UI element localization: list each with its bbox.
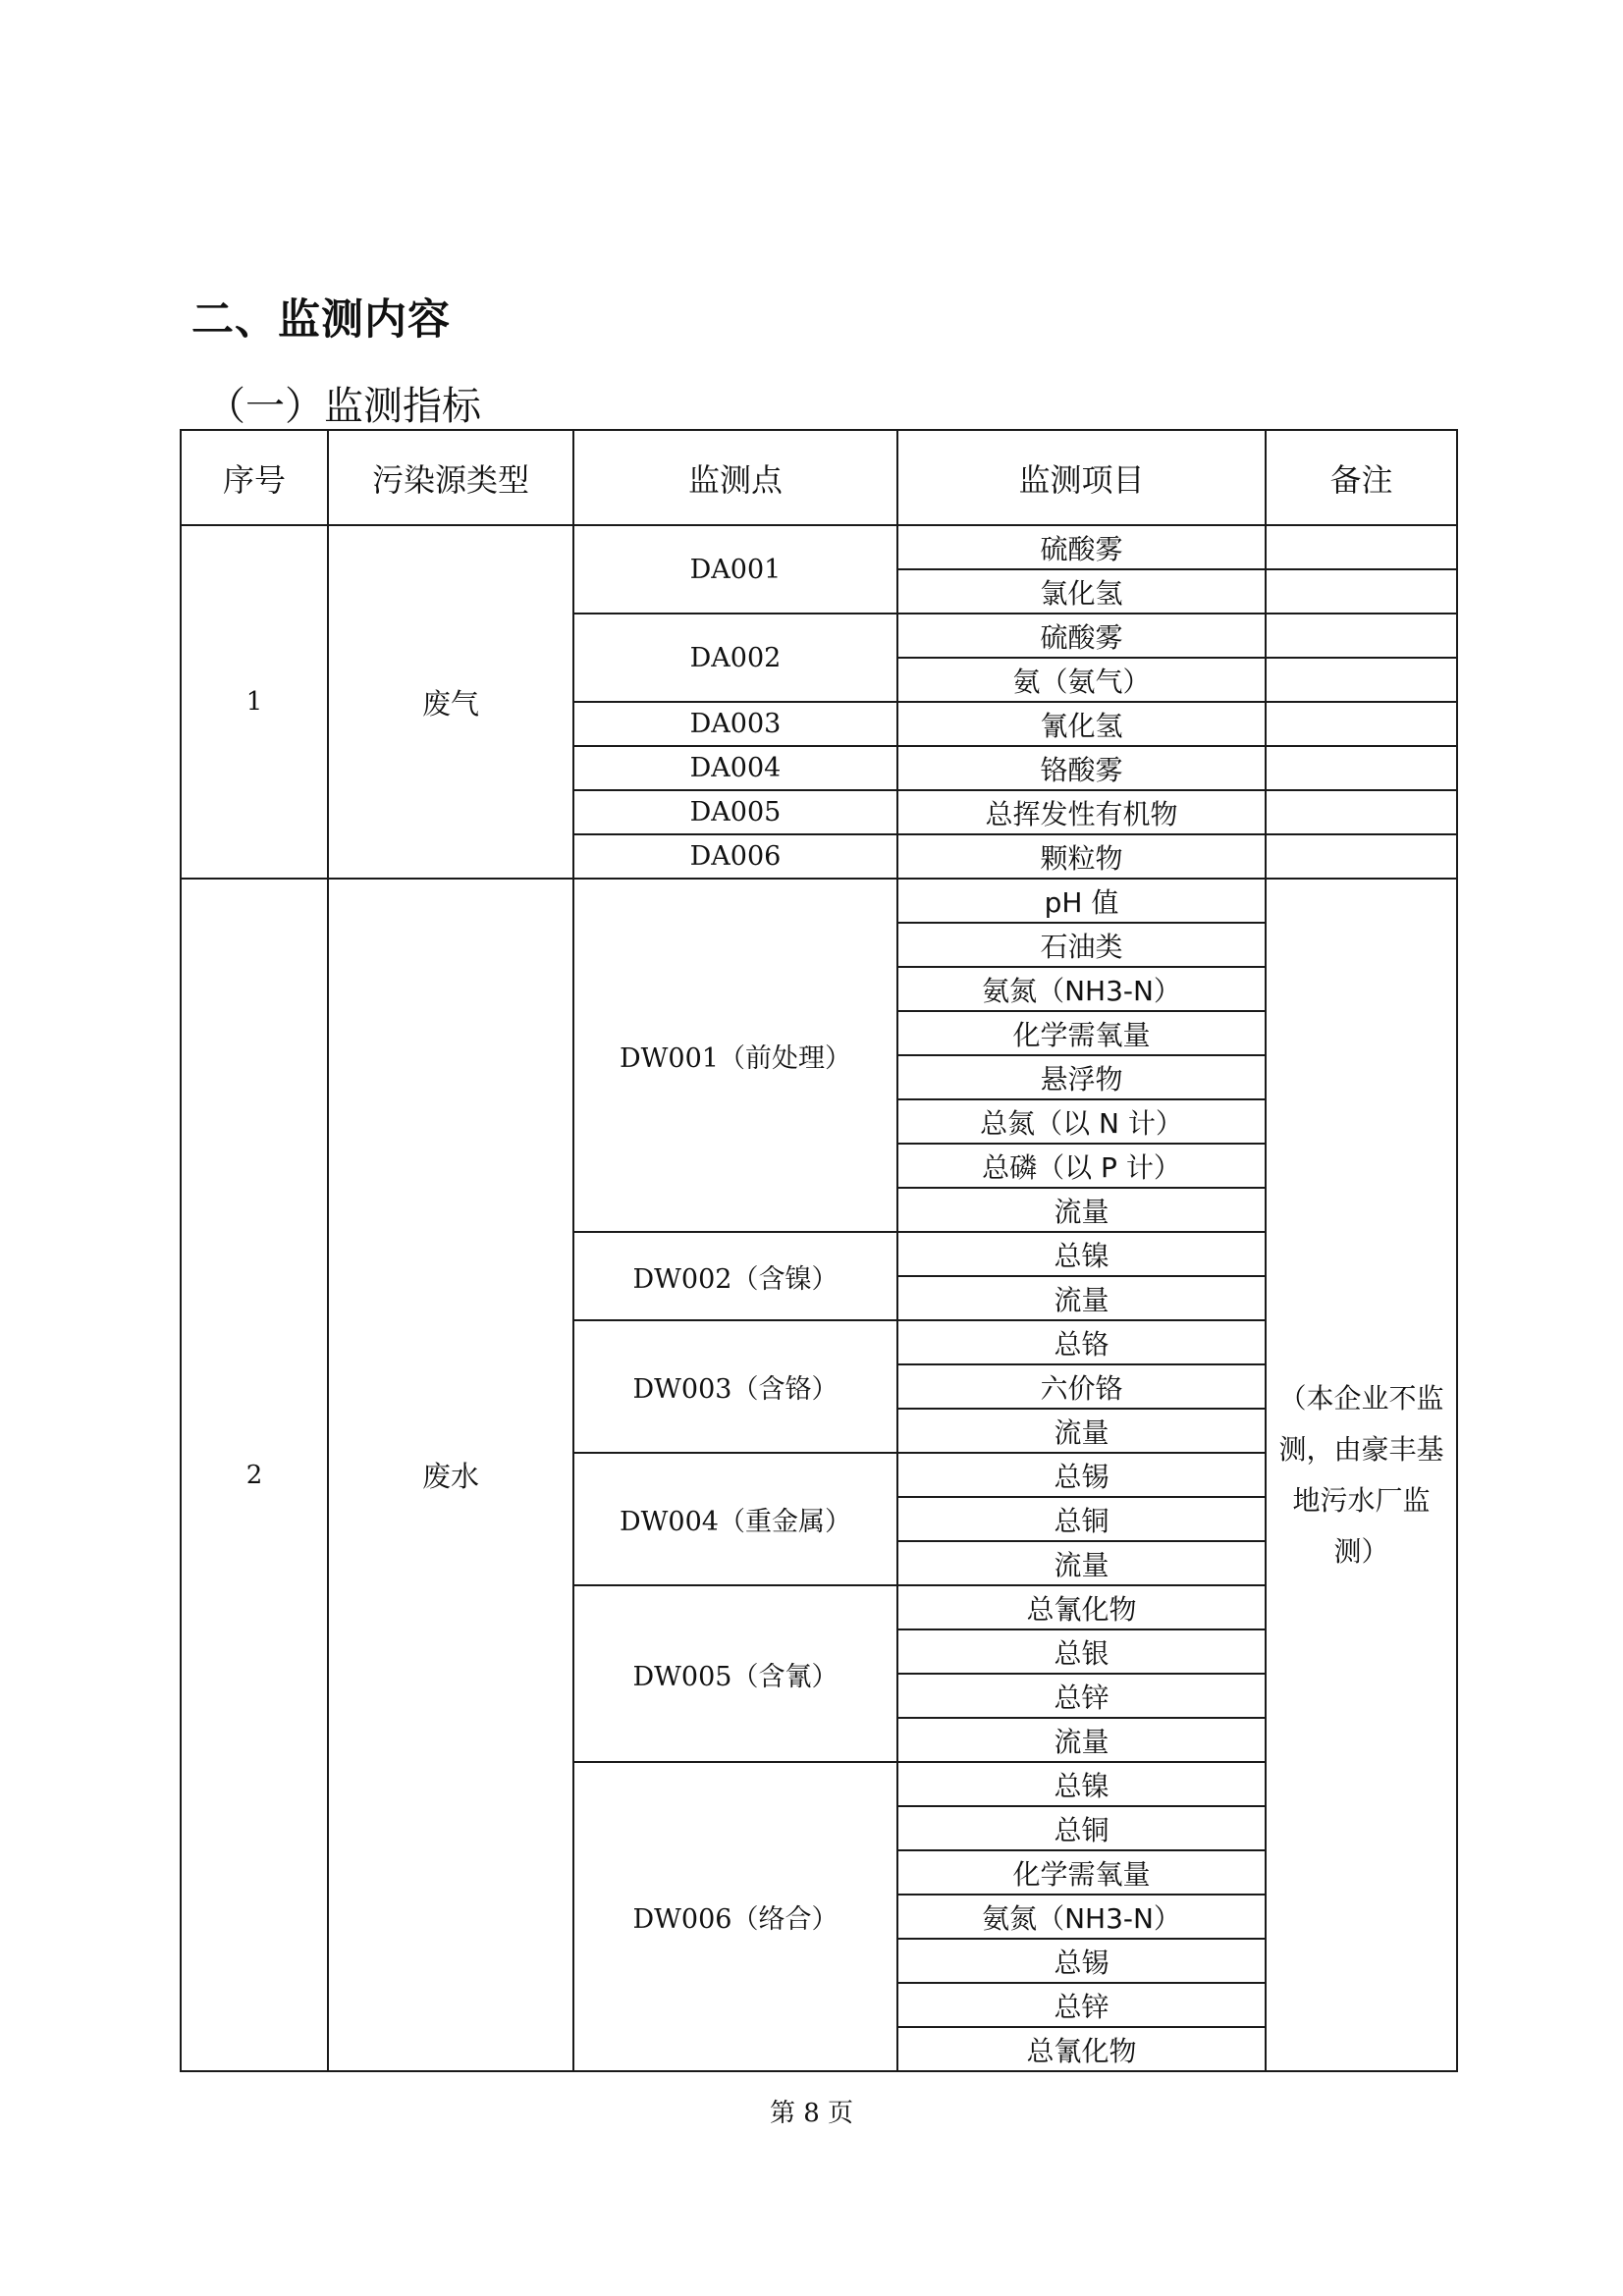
monitoring-point-cell: DW005（含氰） <box>573 1585 897 1762</box>
monitoring-point-cell: DA002 <box>573 614 897 702</box>
page-number: 第 8 页 <box>769 2099 854 2128</box>
monitoring-item-cell: 流量 <box>897 1276 1266 1320</box>
monitoring-item-cell: 流量 <box>897 1718 1266 1762</box>
monitoring-item-cell: 总镍 <box>897 1232 1266 1276</box>
remark-cell <box>1266 569 1457 614</box>
monitoring-item-cell: 氨氮（NH3-N） <box>897 967 1266 1011</box>
monitoring-point-cell: DW004（重金属） <box>573 1453 897 1585</box>
monitoring-item-cell: 颗粒物 <box>897 834 1266 879</box>
header-seq: 序号 <box>181 430 328 525</box>
remark-cell <box>1266 614 1457 658</box>
monitoring-item-cell: 总氮（以 N 计） <box>897 1099 1266 1144</box>
monitoring-point-cell: DW003（含铬） <box>573 1320 897 1453</box>
monitoring-item-cell: 总锌 <box>897 1674 1266 1718</box>
monitoring-item-cell: 硫酸雾 <box>897 614 1266 658</box>
monitoring-item-cell: 总氰化物 <box>897 1585 1266 1629</box>
remark-cell <box>1266 525 1457 569</box>
monitoring-point-cell: DA001 <box>573 525 897 614</box>
monitoring-item-cell: 总铜 <box>897 1806 1266 1850</box>
monitoring-item-cell: 总锡 <box>897 1453 1266 1497</box>
monitoring-item-cell: 氰化氢 <box>897 702 1266 746</box>
monitoring-point-cell: DA006 <box>573 834 897 879</box>
remark-cell <box>1266 834 1457 879</box>
section-heading: 二、监测内容 <box>191 295 451 345</box>
table-body <box>181 525 1457 2071</box>
monitoring-item-cell: 流量 <box>897 1409 1266 1453</box>
monitoring-item-cell: 流量 <box>897 1188 1266 1232</box>
header-monitoring-item: 监测项目 <box>897 430 1266 525</box>
monitoring-item-cell: 总铜 <box>897 1497 1266 1541</box>
monitoring-item-cell: 化学需氧量 <box>897 1850 1266 1895</box>
remark-cell <box>1266 702 1457 746</box>
monitoring-point-cell: DW001（前处理） <box>573 879 897 1232</box>
header-source-type: 污染源类型 <box>328 430 573 525</box>
monitoring-item-cell: 悬浮物 <box>897 1055 1266 1099</box>
remark-cell <box>1266 879 1457 2071</box>
monitoring-item-cell: 总氰化物 <box>897 2027 1266 2071</box>
monitoring-item-cell: 总磷（以 P 计） <box>897 1144 1266 1188</box>
monitoring-item-cell: 石油类 <box>897 923 1266 967</box>
remark-cell <box>1266 790 1457 834</box>
monitoring-item-cell: 氨（氨气） <box>897 658 1266 702</box>
monitoring-item-cell: 六价铬 <box>897 1364 1266 1409</box>
monitoring-point-cell: DW002（含镍） <box>573 1232 897 1320</box>
remark-cell <box>1266 658 1457 702</box>
table-header-row <box>181 430 1457 525</box>
monitoring-item-cell: 氨氮（NH3-N） <box>897 1895 1266 1939</box>
source-type-cell: 废气 <box>328 525 573 879</box>
table-row <box>181 879 1457 923</box>
monitoring-item-cell: 总锡 <box>897 1939 1266 1983</box>
monitoring-item-cell: 化学需氧量 <box>897 1011 1266 1055</box>
monitoring-point-cell: DA004 <box>573 746 897 790</box>
seq-cell: 2 <box>181 879 328 2071</box>
subsection-heading: （一）监测指标 <box>206 384 481 429</box>
header-remark: 备注 <box>1266 430 1457 525</box>
monitoring-item-cell: 氯化氢 <box>897 569 1266 614</box>
monitoring-item-cell: 总锌 <box>897 1983 1266 2027</box>
monitoring-item-cell: pH 值 <box>897 879 1266 923</box>
monitoring-item-cell: 总镍 <box>897 1762 1266 1806</box>
monitoring-item-cell: 硫酸雾 <box>897 525 1266 569</box>
monitoring-point-cell: DA003 <box>573 702 897 746</box>
monitoring-point-cell: DW006（络合） <box>573 1762 897 2071</box>
source-type-cell: 废水 <box>328 879 573 2071</box>
monitoring-item-cell: 铬酸雾 <box>897 746 1266 790</box>
monitoring-table <box>180 429 1458 2072</box>
remark-text: （本企业不监测，由豪丰基地污水厂监测） <box>1278 1381 1444 1568</box>
monitoring-item-cell: 总挥发性有机物 <box>897 790 1266 834</box>
header-monitoring-point: 监测点 <box>573 430 897 525</box>
monitoring-point-cell: DA005 <box>573 790 897 834</box>
remark-cell <box>1266 746 1457 790</box>
monitoring-item-cell: 总铬 <box>897 1320 1266 1364</box>
monitoring-item-cell: 流量 <box>897 1541 1266 1585</box>
monitoring-item-cell: 总银 <box>897 1629 1266 1674</box>
seq-cell: 1 <box>181 525 328 879</box>
table-row <box>181 525 1457 569</box>
